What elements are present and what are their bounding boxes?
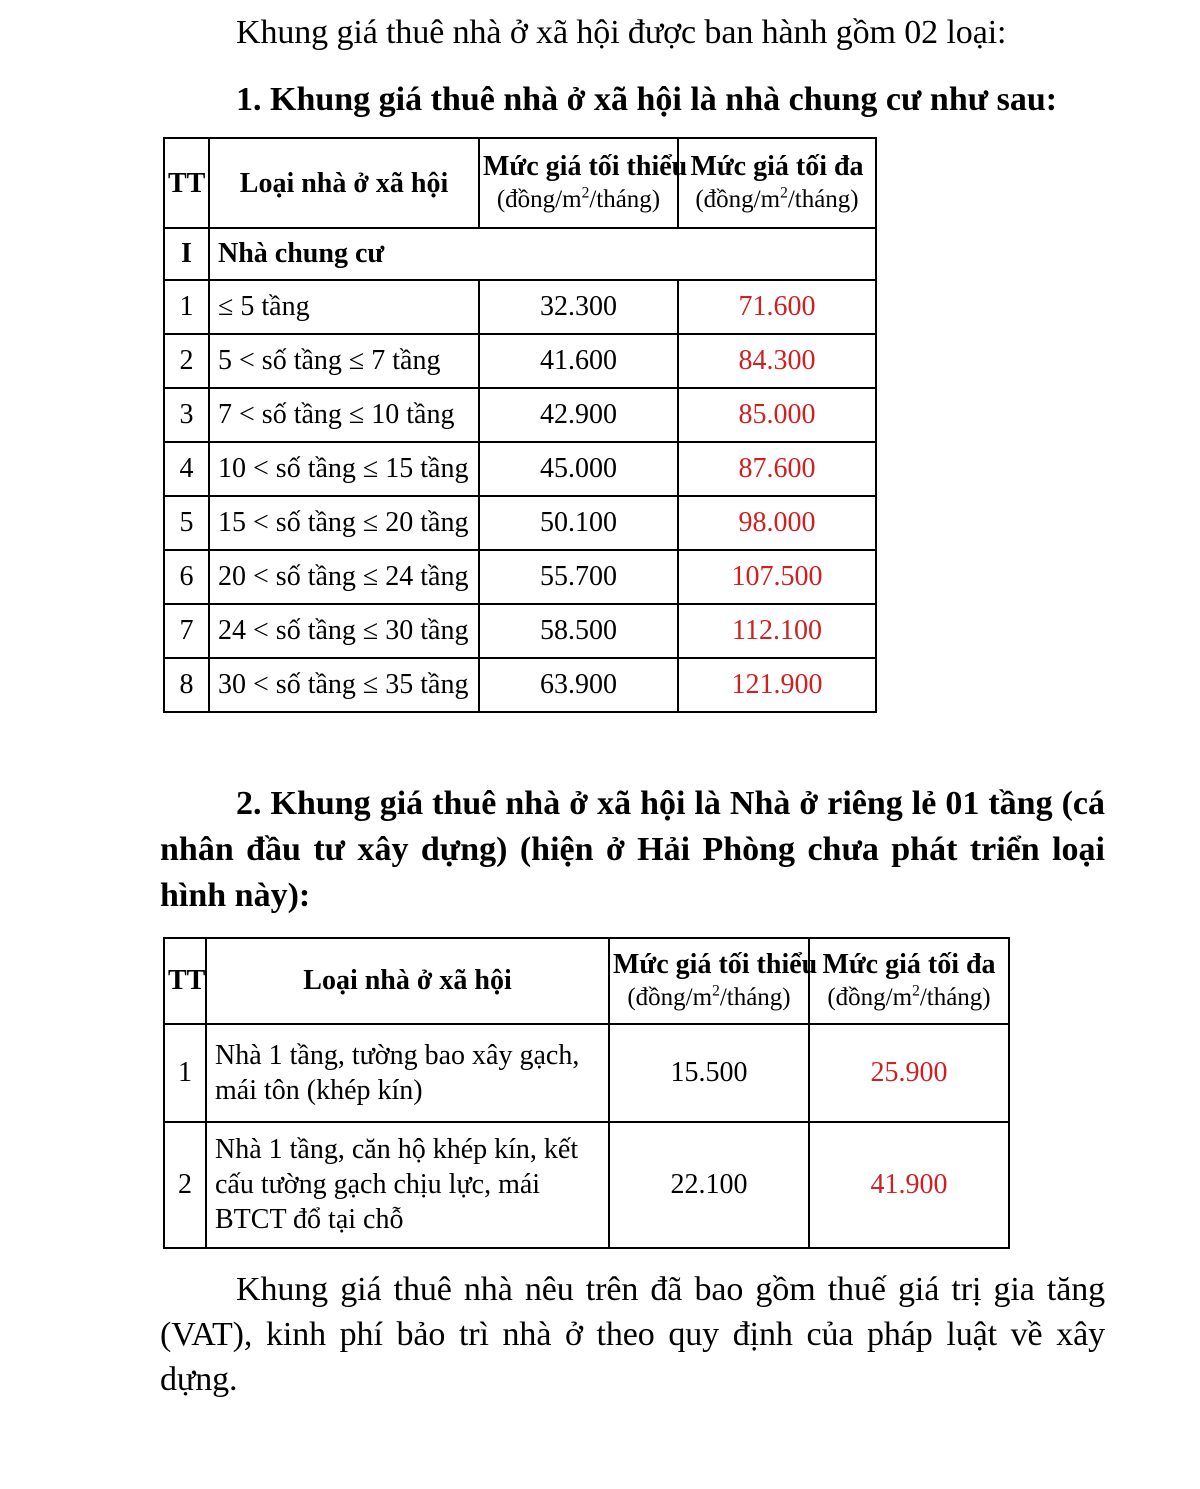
column-header-min-price-unit: $(đồng/m^2/tháng)$ xyxy=(496,185,661,214)
row-min-price: 22.100 xyxy=(609,1122,809,1248)
spacer xyxy=(160,123,1105,137)
column-header-max-price-unit: $(đồng/m^2/tháng)$ xyxy=(695,185,859,214)
table-row xyxy=(164,334,876,388)
spacer xyxy=(160,713,1105,781)
table-row xyxy=(164,658,876,712)
column-header-tt xyxy=(164,938,206,1024)
table-group-row xyxy=(164,228,876,280)
column-header-max-price xyxy=(809,938,1009,1024)
column-header-max-price-label: Mức giá tối đa xyxy=(822,949,996,981)
table-detached-house-prices xyxy=(163,937,1010,1249)
table-row xyxy=(164,388,876,442)
row-min-price: 15.500 xyxy=(609,1024,809,1122)
row-number: 7 xyxy=(164,604,209,658)
intro-paragraph: Khung giá thuê nhà ở xã hội được ban hành gồm 02 loại: xyxy=(236,14,1007,51)
table-row xyxy=(164,280,876,334)
column-header-max-price-unit: $(đồng/m^2/tháng)$ xyxy=(827,982,991,1012)
row-min-price: 63.900 xyxy=(479,658,678,712)
closing-paragraph: Khung giá thuê nhà nêu trên đã bao gồm thuế giá trị gia tăng (VAT), kinh phí bảo trì nhà ở theo quy định của pháp luật về xây dựng. xyxy=(160,1270,1105,1399)
row-min-price: 50.100 xyxy=(479,496,678,550)
row-type: 15 < số tầng ≤ 20 tầng xyxy=(209,496,479,550)
row-max-price: 84.300 xyxy=(678,334,876,388)
row-type: 5 < số tầng ≤ 7 tầng xyxy=(209,334,479,388)
section-2-heading: 2. Khung giá thuê nhà ở xã hội là Nhà ở riêng lẻ 01 tầng (cá nhân đầu tư xây dựng) (hiện ở Hải Phòng chưa phát triển loại hình này): xyxy=(160,785,1105,914)
table-row xyxy=(164,550,876,604)
row-max-price: 25.900 xyxy=(809,1024,1009,1122)
row-type: Nhà 1 tầng, tường bao xây gạch, mái tôn (khép kín) xyxy=(206,1024,609,1122)
row-max-price: 85.000 xyxy=(678,388,876,442)
row-type: ≤ 5 tầng xyxy=(209,280,479,334)
row-max-price: 98.000 xyxy=(678,496,876,550)
row-max-price: 87.600 xyxy=(678,442,876,496)
row-min-price: 55.700 xyxy=(479,550,678,604)
column-header-max-price xyxy=(678,138,876,228)
table-row xyxy=(164,496,876,550)
column-header-max-price-label: Mức giá tối đa xyxy=(690,151,864,183)
row-number: 4 xyxy=(164,442,209,496)
row-type: 10 < số tầng ≤ 15 tầng xyxy=(209,442,479,496)
column-header-min-price xyxy=(479,138,688,228)
row-max-price: 41.900 xyxy=(809,1122,1009,1248)
table-row xyxy=(164,442,876,496)
group-row-label: Nhà chung cư xyxy=(209,228,876,280)
row-max-price: 71.600 xyxy=(678,280,876,334)
row-min-price: 41.600 xyxy=(479,334,678,388)
row-max-price: 107.500 xyxy=(678,550,876,604)
row-number: 2 xyxy=(164,334,209,388)
table-header-row xyxy=(164,938,1009,1024)
row-min-price: 58.500 xyxy=(479,604,678,658)
column-header-tt-label: TT xyxy=(168,965,206,997)
table-header-row xyxy=(164,138,876,228)
row-type: 7 < số tầng ≤ 10 tầng xyxy=(209,388,479,442)
group-row-number: I xyxy=(164,228,209,280)
row-number: 8 xyxy=(164,658,209,712)
spacer xyxy=(160,1249,1105,1267)
column-header-tt xyxy=(164,138,209,228)
table-apartment-prices xyxy=(163,137,877,713)
row-type: 20 < số tầng ≤ 24 tầng xyxy=(209,550,479,604)
column-header-min-price-label: Mức giá tối thiểu xyxy=(483,151,688,183)
section-1-heading: 1. Khung giá thuê nhà ở xã hội là nhà chung cư như sau: xyxy=(236,81,1058,119)
column-header-type-label: Loại nhà ở xã hội xyxy=(303,965,512,997)
row-min-price: 45.000 xyxy=(479,442,678,496)
column-header-tt-label: TT xyxy=(168,167,206,199)
row-min-price: 42.900 xyxy=(479,388,678,442)
column-header-type xyxy=(206,938,609,1024)
row-min-price: 32.300 xyxy=(479,280,678,334)
column-header-type xyxy=(209,138,479,228)
table-row xyxy=(164,1024,1009,1122)
row-number: 3 xyxy=(164,388,209,442)
row-max-price: 112.100 xyxy=(678,604,876,658)
column-header-min-price-unit: $(đồng/m^2/tháng)$ xyxy=(627,982,791,1012)
row-number: 6 xyxy=(164,550,209,604)
row-type: Nhà 1 tầng, căn hộ khép kín, kết cấu tường gạch chịu lực, mái BTCT đổ tại chỗ xyxy=(206,1122,609,1248)
column-header-min-price xyxy=(609,938,818,1024)
column-header-type-label: Loại nhà ở xã hội xyxy=(239,167,449,199)
row-type: 24 < số tầng ≤ 30 tầng xyxy=(209,604,479,658)
row-number: 5 xyxy=(164,496,209,550)
row-max-price: 121.900 xyxy=(678,658,876,712)
table-row xyxy=(164,604,876,658)
row-number: 1 xyxy=(164,1024,206,1122)
spacer xyxy=(160,919,1105,937)
row-number: 2 xyxy=(164,1122,206,1248)
spacer xyxy=(160,55,1105,77)
row-number: 1 xyxy=(164,280,209,334)
row-type: 30 < số tầng ≤ 35 tầng xyxy=(209,658,479,712)
column-header-min-price-label: Mức giá tối thiểu xyxy=(613,949,818,981)
table-row xyxy=(164,1122,1009,1248)
